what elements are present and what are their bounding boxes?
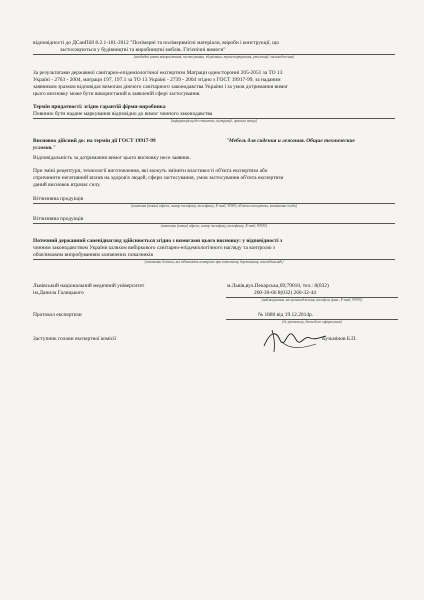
- results-line-3: заявником зразком відповідає вимогам діючого санітарного законодавства України і за умов дотримання вимог: [33, 84, 289, 90]
- results-line-2: Україні - 2763 - 2004, матраци 197, 197.1 за ТО 13 Україні - 2739 - 2004 згідно з ГОСТ 19917-99, за наданим: [33, 77, 281, 83]
- supervision-line-2: чинним законодавством України шляхом вибіркового санітарно-епідеміологічного нагляду та контролю з: [33, 245, 276, 251]
- institution-note: (найменування, місцезнаходження, телефон, факс, E-mail, WWW): [261, 298, 363, 302]
- manufacturer-label: Вітчизняна продукція: [33, 196, 84, 202]
- institution-name-1: Львівський національний медичний університет: [33, 283, 145, 289]
- validity-change-1: При зміні рецептури, технології виготовлення, які можуть змінити властивості об'єкта експертизи або: [33, 168, 268, 174]
- validity-responsibility: Відповідальність за дотримання вимог цього висновку несе заявник.: [33, 155, 192, 161]
- manufacturer-note: (поштова (повна) адреса, номер телефону, телефаксу, E-mail, WWW, об'єкта експертизи, контактні особи): [130, 204, 298, 208]
- warranty-text: Повинно бути надане маркування відповідно до вимог чинного законодавства: [33, 111, 213, 117]
- validity-value: "Мебель для сидения и лежания. Общие технические: [226, 138, 355, 144]
- validity-label: Висновок дійсний до: на термін дії ГОСТ 19917-99: [33, 138, 156, 144]
- deputy-name: Кузьмінов Б.П.: [322, 336, 357, 342]
- signature: [260, 326, 330, 354]
- protocol-label: Протокол експертизи: [33, 312, 82, 318]
- top-line-1: відповідності до ДСанПіН 8.2.1-181-2012 "Полімерні та полімервмісні матеріали, вироби і конструкції, що: [33, 40, 280, 46]
- protocol-note: (№ протоколу, дата його оформлення): [282, 320, 342, 324]
- supplier-label: Вітчизняна продукція: [33, 216, 84, 222]
- institution-name-2: ім.Данила Галицького: [33, 290, 84, 296]
- institution-address: м.Львів,вул.Пекарська,69;79010, тел.: 8(032): [227, 283, 329, 289]
- top-line-2: застосовуються у будівництві та виробництві меблів. Гігієнічні вимоги": [60, 47, 226, 53]
- supplier-note: (поштова (повна) адреса, номер телефону, телефаксу, E-mail, WWW): [160, 224, 268, 228]
- results-line-1: За результатами державної санітарно-епідеміологічної експертизи Матраци односторонні 205-2051 за ТО 13: [33, 70, 283, 76]
- validity-value-2: условия.": [33, 145, 56, 151]
- top-note: (необхідні умови використання, застосування, зберігання, транспортування, утилізації, знешкодження): [133, 55, 295, 59]
- supervision-line-1: Поточний державний санепіднагляд здійснюється згідно з вимогами цього висновку: у відповідності з: [33, 238, 283, 244]
- protocol-value: № 1880 від 19.12.2014р.: [258, 312, 314, 318]
- validity-change-2: спричинити негативний вплив на здоров'я людей, сфери застосування, умов застосування об'єкта експертизи: [33, 175, 284, 181]
- institution-phone: 260-30-66 8(032) 260-32-44: [254, 290, 316, 296]
- results-line-4: цього висновку може бути використаний в заявленій сфері застосування.: [33, 91, 201, 97]
- validity-change-3: даний висновок втрачає силу.: [33, 182, 101, 188]
- warranty-heading: Термін придатності: згідно гарантій фірми-виробника: [33, 104, 166, 110]
- warranty-note: (інформація щодо етикетки, інструкції, правила тощо): [170, 119, 258, 123]
- deputy-label: Заступник голови експертної комісії: [33, 336, 117, 342]
- supervision-note: (показники безпеки, які підлягають контролю при поточному державному санепіднагляді): [144, 260, 284, 264]
- supervision-line-3: обов'язковим випробуванням зазначених показників: [33, 252, 154, 258]
